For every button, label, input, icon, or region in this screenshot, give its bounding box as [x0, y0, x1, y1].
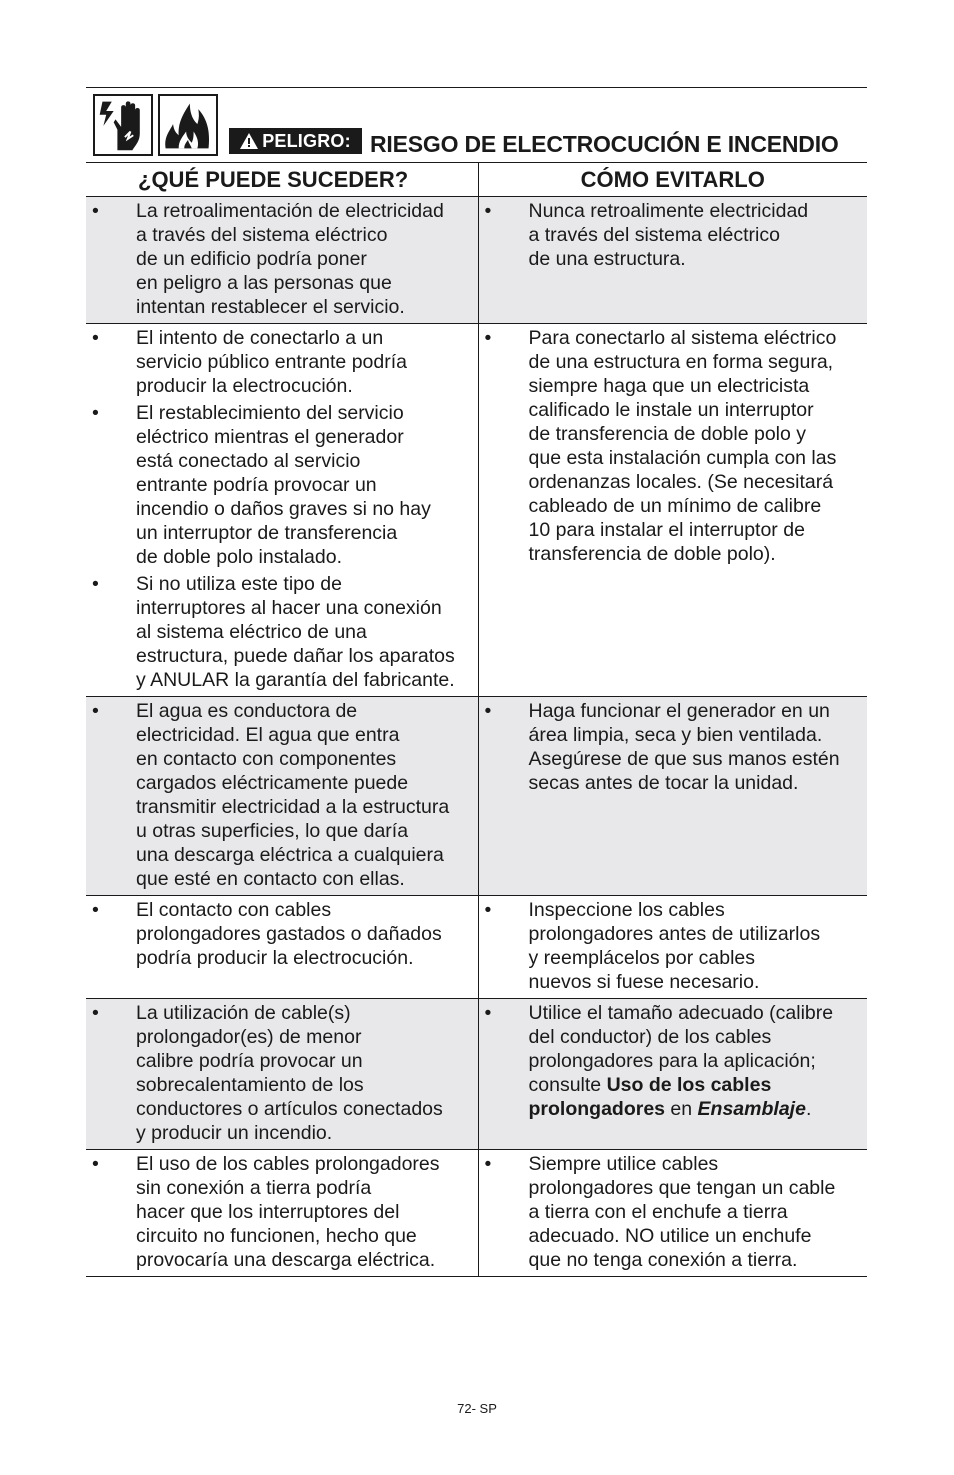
danger-signal-badge: [229, 128, 362, 154]
avoidance-cell: [478, 1150, 867, 1277]
bullet: •: [92, 700, 99, 722]
avoidance-cell: [478, 324, 867, 697]
list-item: • La retroalimentación de electricidad a través del sistema eléctrico de un edificio podría poner en peligro a las personas que intentan restablecer el servicio.: [92, 200, 444, 318]
reference-link-text: Uso de los cables prolongadores: [528, 1074, 772, 1120]
list-item: • El uso de los cables prolongadores sin conexión a tierra podría hacer que los interruptores del circuito no funcionen, hecho que provocaría una descarga eléctrica.: [92, 1153, 440, 1271]
avoidance-cell: [478, 896, 867, 999]
list-item: • Utilice el tamaño adecuado (calibre del conductor) de los cables prolongadores para la aplicación; consulte Uso de los cables prolongadores en Ensamblaje.: [484, 1002, 834, 1120]
list-item: • Siempre utilice cables prolongadores que tengan un cable a tierra con el enchufe a tierra adecuado. NO utilice un enchufe que no tenga conexión a tierra.: [484, 1153, 836, 1271]
list-item: • Para conectarlo al sistema eléctrico de una estructura en forma segura, siempre haga que un electricista calificado le instale un interruptor de transferencia de doble polo y que esta instalación cumpla con las ordenanzas locales. (Se necesitará cableado de un mínimo de calibre 10 para instalar el interruptor de transferencia de doble polo).: [484, 327, 837, 565]
list-item: • Si no utiliza este tipo de interruptores al hacer una conexión al sistema eléctrico de una estructura, puede dañar los aparatos y ANULAR la garantía del fabricante.: [92, 573, 455, 691]
electric-shock-icon: [93, 94, 153, 156]
hazard-cell: [86, 324, 478, 697]
avoidance-cell: [478, 999, 867, 1150]
bullet: •: [92, 1002, 99, 1024]
table-row: [86, 999, 867, 1150]
danger-safety-sheet: [86, 87, 867, 1277]
table-row: [86, 197, 867, 324]
danger-header: [86, 87, 867, 162]
bullet: •: [484, 200, 492, 222]
table-row: [86, 324, 867, 697]
bullet: •: [92, 1153, 99, 1175]
hazard-title: RIESGO DE ELECTROCUCIÓN E INCENDIO: [370, 131, 839, 157]
avoidance-cell: [478, 697, 867, 896]
hazard-table: [86, 162, 867, 1277]
hazard-cell: [86, 697, 478, 896]
table-row: [86, 896, 867, 999]
table-row: [86, 697, 867, 896]
hazard-cell: [86, 1150, 478, 1277]
bullet: •: [484, 700, 492, 722]
list-item: • El restablecimiento del servicio eléctrico mientras el generador está conectado al servicio entrante podría provocar un incendio o daños graves si no hay un interruptor de transferencia de doble polo instalado.: [92, 402, 431, 568]
bullet: •: [484, 1153, 492, 1175]
warning-triangle-icon: [240, 133, 258, 149]
avoidance-cell: [478, 197, 867, 324]
list-item: • El agua es conductora de electricidad. El agua que entra en contacto con componentes cargados eléctricamente puede transmitir electricidad a la estructura u otras superficies, lo que daría una descarga eléctrica a cualquiera que esté en contacto con ellas.: [92, 700, 450, 890]
bullet: •: [484, 899, 492, 921]
bullet: •: [484, 1002, 492, 1024]
list-item: • Haga funcionar el generador en un área limpia, seca y bien ventilada. Asegúrese de que sus manos estén secas antes de tocar la unidad.: [484, 700, 840, 794]
section-reference: Ensamblaje: [697, 1098, 806, 1120]
bullet: •: [92, 573, 99, 595]
list-item: • Nunca retroalimente electricidad a través del sistema eléctrico de una estructura.: [484, 200, 809, 270]
hazard-cell: [86, 197, 478, 324]
list-item: • El contacto con cables prolongadores gastados o dañados podría producir la electrocución.: [92, 899, 442, 969]
table-header-row: [86, 163, 867, 197]
page-number: 72- SP: [457, 1401, 497, 1416]
column-header-what-can-happen: ¿QUÉ PUEDE SUCEDER?: [86, 163, 478, 197]
list-item: • El intento de conectarlo a un servicio público entrante podría producir la electrocución.: [92, 327, 407, 397]
list-item: • La utilización de cable(s) prolongador(es) de menor calibre podría provocar un sobrecalentamiento de los conductores o artículos conectados y producir un incendio.: [92, 1002, 443, 1144]
bullet: •: [92, 200, 99, 222]
bullet: •: [484, 327, 492, 349]
hazard-cell: [86, 896, 478, 999]
bullet: •: [92, 327, 99, 349]
bullet: •: [92, 899, 99, 921]
table-row: [86, 1150, 867, 1277]
fire-icon: [158, 94, 218, 156]
signal-word: PELIGRO:: [262, 130, 351, 151]
bullet: •: [92, 402, 99, 424]
hazard-cell: [86, 999, 478, 1150]
column-header-how-to-avoid: CÓMO EVITARLO: [478, 163, 867, 197]
list-item: • Inspeccione los cables prolongadores antes de utilizarlos y reemplácelos por cables nuevos si fuese necesario.: [484, 899, 821, 993]
